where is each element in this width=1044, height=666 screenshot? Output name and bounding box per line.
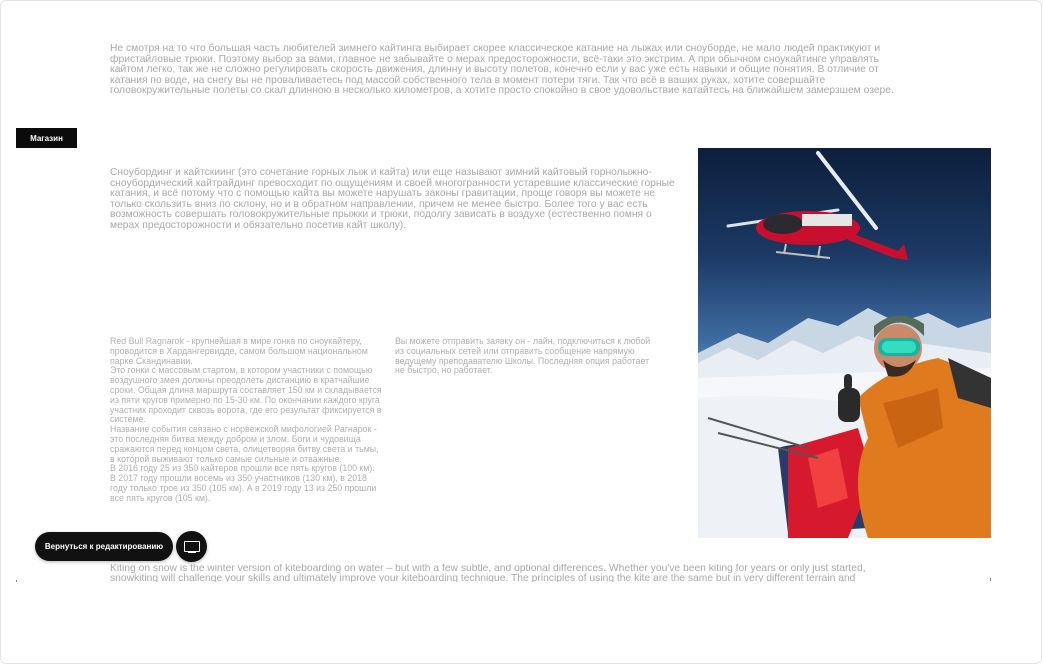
helicopter-shape — [728, 153, 908, 260]
divider-tick-right — [990, 578, 991, 581]
back-to-editing-button[interactable]: Вернуться к редактированию — [35, 532, 173, 561]
preview-button[interactable] — [176, 531, 207, 562]
english-paragraph: Kiting on snow is the winter version of kiteboarding on water – but with a few subtle, and optional differences. Whether you've been kiting for years or only just started, snowkiting will challenge your skills and ultimately improve your kiteboarding technique. The principles of using the kite are the same but in very different terrain and — [110, 564, 866, 582]
intro-paragraph: Не смотря на то что большая часть любителей зимнего кайтинга выбирает скорее классическое катание на лыжах или сноуборде, не мало людей практикуют и фристайловые трюки. Поэтому выбор за вами, главное не забывайте о мерах предосторожности, всё-таки это экстрим. А при обычном сноукайтинге управлять кайтом легко, так же не сложно регулировать скорость движения, длинну и высоту полетов, конечно если у вас уже есть навыки и общие понятия. В отличие от катания по воде, на снегу вы не проваливаетесь под массой собственного тела в момент потери тяги. Так что всё в ваших руках, хотите совершайте головокружительные полеты со скал длинною в несколько километров, а хотите просто спокойно в свое удовольствие катайтесь на ближайшем замерзшем озере. — [110, 43, 894, 96]
application-column: Вы можете отправить заявку он - лайн, подключиться к любой из социальных сетей или отправить сообщение напрямую ведущему преподавателю Школы. Последняя опция работает не быстро, но работает. — [395, 336, 651, 376]
section-divider — [16, 580, 991, 581]
ragnarok-column: Red Bull Ragnarok - крупнейшая в мире гонка по сноукайтеру, проводится в Хардангервидде, самом большом национальном парке Скандинавии. Это гонки с массовым стартом, в котором участники с помощью воздушного змея должны преодолеть дистанцию в кратчайшие сроки. Общая длина маршрута составляет 150 км и складывается из пяти кругов примерно по 15-30 км. По окончании каждого круга участник проходит сквозь ворота, где его результат фиксируется в системе. Название события связано с норвежской мифологией Рагнарок - это последняя битва между добром и злом. Боги и чудовища сражаются перед концом света, олицетворяя битву света и тьмы, в которой выживают только самые сильные и отважные. В 2016 году 25 из 350 кайтеров прошли все пять кругов (100 км). В 2017 году прошли восемь из 350 участников (130 км), в 2018 году только трое из 350 (105 км). А в 2019 году 13 из 250 прошли все пять кругов (105 км). — [110, 336, 382, 503]
divider-tick-left — [16, 580, 17, 582]
kiter-helicopter-photo — [698, 148, 991, 538]
snowboarding-paragraph: Сноубординг и кайтскиинг (это сочетание горных лыж и кайта) или еще называют зимний кайтовый горнолыжно-сноубордический кайтрайдинг превосходит по ощущениям и своей многогранности устаревшие классические горные катания, и всё потому что с помощью кайта вы можете нарушать законы гравитации, проще говоря вы можете не только скользить вниз по склону, но и в обратном направлении, причем не менее быстро. Более того у вас есть возможность совершать головокружительные прыжки и трюки, подолгу зависать в воздухе (естественно помня о мерах предосторожности и обязательно посетив кайт школу). — [110, 167, 675, 231]
monitor-icon — [184, 541, 200, 553]
shop-button[interactable]: Магазин — [16, 128, 77, 148]
